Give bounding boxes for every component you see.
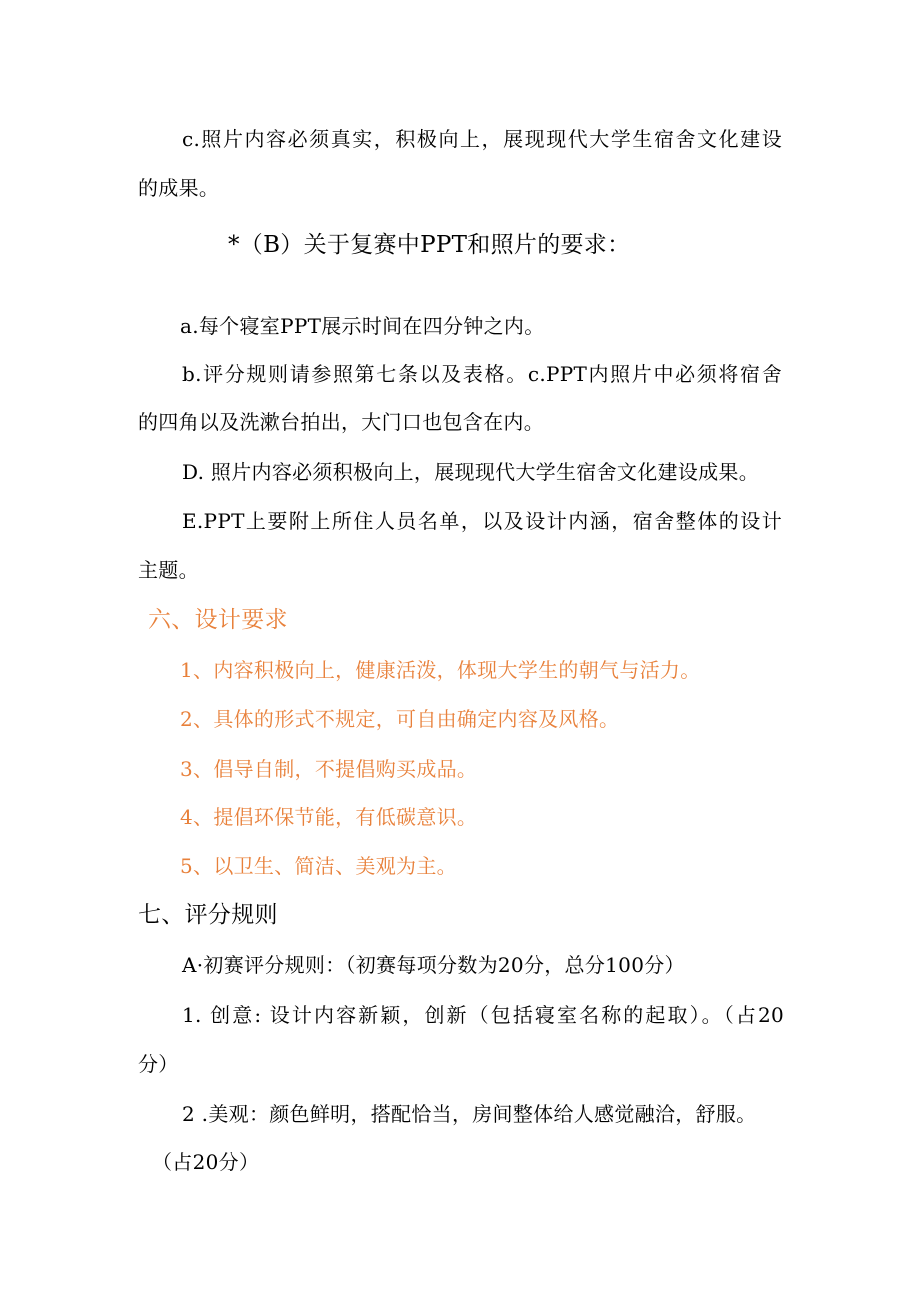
section6-item-5: 5、以卫生、简洁、美观为主。 bbox=[180, 854, 457, 878]
section6-item-2: 2、具体的形式不规定，可自由确定内容及风格。 bbox=[180, 707, 620, 731]
section7-item1-line2: 分） bbox=[138, 1052, 179, 1076]
section7-subtitle: A·初赛评分规则：（初赛每项分数为20分，总分100分） bbox=[182, 953, 685, 977]
section6-item-4: 4、提倡环保节能，有低碳意识。 bbox=[180, 805, 478, 829]
section-b-heading: *（B）关于复赛中PPT和照片的要求： bbox=[228, 232, 631, 258]
section-b-item-e-line2: 主题。 bbox=[138, 558, 199, 582]
section7-item1-line1: 1. 创意: 设计内容新颖，创新（包括寝室名称的起取）。（占20 bbox=[182, 1003, 784, 1027]
section7-item2-line1: 2 .美观：颜色鲜明，搭配恰当，房间整体给人感觉融洽，舒服。 bbox=[182, 1102, 757, 1126]
section-b-item-a: a.每个寝室PPT展示时间在四分钟之内。 bbox=[180, 314, 545, 338]
section7-title: 七、评分规则 bbox=[138, 902, 278, 928]
section-b-item-e-line1: E.PPT上要附上所住人员名单，以及设计内涵，宿舍整体的设计 bbox=[182, 509, 782, 533]
photo-requirement-c-line2: 的成果。 bbox=[138, 176, 220, 200]
section-b-item-d: D. 照片内容必须积极向上，展现现代大学生宿舍文化建设成果。 bbox=[182, 460, 760, 484]
photo-requirement-c-line1: c.照片内容必须真实，积极向上，展现现代大学生宿舍文化建设 bbox=[182, 127, 782, 151]
section-b-item-b-line1: b.评分规则请参照第七条以及表格。c.PPT内照片中必须将宿舍 bbox=[182, 362, 782, 386]
section6-title: 六、设计要求 bbox=[148, 607, 288, 633]
section-b-item-b-line2: 的四角以及洗漱台拍出，大门口也包含在内。 bbox=[138, 410, 544, 434]
section6-item-1: 1、内容积极向上，健康活泼，体现大学生的朝气与活力。 bbox=[180, 658, 701, 682]
section6-item-3: 3、倡导自制，不提倡购买成品。 bbox=[180, 757, 478, 781]
section7-item2-line2: （占20分） bbox=[152, 1150, 260, 1174]
